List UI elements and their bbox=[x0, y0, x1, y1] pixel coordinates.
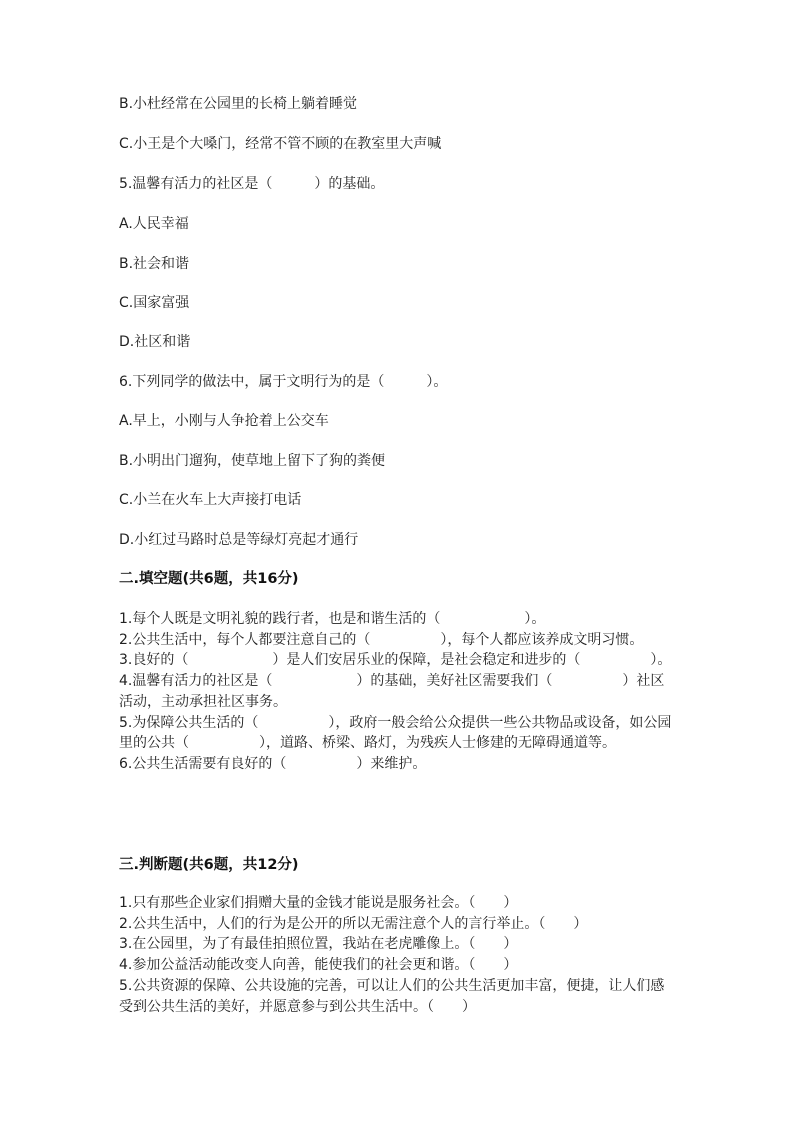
option-text: D.社区和谐 bbox=[119, 334, 191, 350]
question-item: 6.公共生活需要有良好的（ ）来维护。 bbox=[119, 755, 427, 772]
option-text: C.小兰在火车上大声接打电话 bbox=[119, 492, 302, 508]
section-heading: 二.填空题(共6题，共16分) bbox=[119, 571, 299, 587]
question-item: 5.为保障公共生活的（ ），政府一般会给公众提供一些公共物品或设备，如公园里的公共（ ），道路、桥梁、路灯，为残疾人士修建的无障碍通道等。 bbox=[119, 714, 672, 752]
question-item: 3.在公园里，为了有最佳拍照位置，我站在老虎雕像上。（ ） bbox=[119, 936, 518, 953]
question-item: 3.良好的（ ）是人们安居乐业的保障，是社会稳定和进步的（ ）。 bbox=[119, 652, 672, 669]
question-text: 5.温馨有活力的社区是（ ）的基础。 bbox=[119, 176, 385, 192]
question-item: 2.公共生活中，每个人都要注意自己的（ ），每个人都应该养成文明习惯。 bbox=[119, 631, 644, 648]
question-item: 5.公共资源的保障、公共设施的完善，可以让人们的公共生活更加丰富，便捷，让人们感受到公共生活的美好，并愿意参与到公共生活中。（ ） bbox=[119, 977, 665, 1015]
question-item: 1.只有那些企业家们捐赠大量的金钱才能说是服务社会。（ ） bbox=[119, 895, 518, 911]
option-text: A.人民幸福 bbox=[119, 216, 189, 232]
question-item: 4.温馨有活力的社区是（ ）的基础，美好社区需要我们（ ）社区活动，主动承担社区事务。 bbox=[119, 673, 665, 710]
option-text: B.小杜经常在公园里的长椅上躺着睡觉 bbox=[119, 96, 358, 112]
question-item: 4.参加公益活动能改变人向善，能使我们的社会更和谐。（ ） bbox=[119, 957, 518, 974]
option-text: C.小王是个大嗓门，经常不管不顾的在教室里大声喊 bbox=[119, 136, 442, 152]
true-false-questions bbox=[119, 893, 675, 1017]
option-text: C.国家富强 bbox=[119, 295, 190, 311]
fill-in-questions bbox=[119, 609, 675, 775]
question-item: 1.每个人既是文明礼貌的践行者，也是和谐生活的（ ）。 bbox=[119, 611, 546, 627]
section-heading: 三.判断题(共6题，共12分) bbox=[119, 857, 299, 873]
question-item: 2.公共生活中，人们的行为是公开的所以无需注意个人的言行举止。（ ） bbox=[119, 915, 588, 932]
option-text: B.小明出门遛狗，使草地上留下了狗的粪便 bbox=[119, 453, 386, 469]
option-text: D.小红过马路时总是等绿灯亮起才通行 bbox=[119, 532, 359, 548]
question-text: 6.下列同学的做法中，属于文明行为的是（ ）。 bbox=[119, 374, 448, 390]
option-text: B.社会和谐 bbox=[119, 256, 190, 272]
option-text: A.早上，小刚与人争抢着上公交车 bbox=[119, 413, 329, 429]
